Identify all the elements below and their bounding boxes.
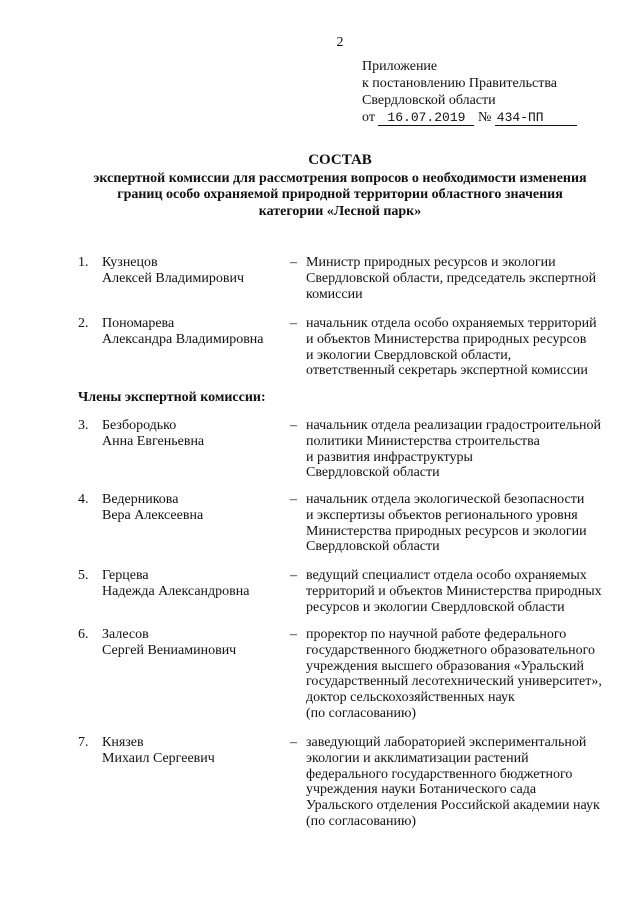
position-line: доктор сельскохозяйственных наук xyxy=(306,690,515,706)
dash: – xyxy=(290,316,297,331)
position-line: экологии и акклиматизации растений xyxy=(306,750,529,766)
surname: Ведерникова xyxy=(102,492,179,507)
position-line: территорий и объектов Министерства природных xyxy=(306,583,602,599)
given-names: Алексей Владимирович xyxy=(102,270,245,286)
member-name xyxy=(102,492,292,524)
position-line: Свердловской области xyxy=(306,539,440,555)
position-line: комиссии xyxy=(306,286,363,302)
decree-date: 16.07.2019 xyxy=(378,111,474,126)
item-number: 1. xyxy=(78,255,89,270)
appendix-line-1: Приложение xyxy=(362,59,438,74)
title-line: границ особо охраняемой природной территории областного значения xyxy=(117,187,563,202)
item-number: 7. xyxy=(78,735,89,750)
surname: Безбородько xyxy=(102,418,177,433)
dash: – xyxy=(290,492,297,507)
position-line: Свердловской области, председатель экспертной xyxy=(306,270,597,286)
member-name xyxy=(102,418,292,450)
surname: Князев xyxy=(102,735,144,750)
item-number: 4. xyxy=(78,492,89,507)
member-position xyxy=(306,255,606,302)
position-line: проректор по научной работе федерального xyxy=(306,627,567,642)
member-name xyxy=(102,255,292,287)
position-line: учреждения высшего образования «Уральский xyxy=(306,658,585,674)
given-names: Надежда Александровна xyxy=(102,583,250,599)
position-line: государственный лесотехнический университет», xyxy=(306,674,602,690)
document-title xyxy=(60,152,620,220)
member-position xyxy=(306,735,606,830)
position-line: Свердловской области xyxy=(306,465,440,481)
title-main: СОСТАВ xyxy=(308,152,372,168)
position-line: Уральского отделения Российской академии наук xyxy=(306,798,600,814)
dash: – xyxy=(290,568,297,583)
position-line: начальник отдела особо охраняемых территорий xyxy=(306,316,597,331)
surname: Герцева xyxy=(102,568,149,583)
position-line: начальник отдела реализации градостроительной xyxy=(306,418,601,433)
member-name xyxy=(102,316,292,348)
item-number: 5. xyxy=(78,568,89,583)
number-label: № xyxy=(477,110,492,125)
position-line: начальник отдела экологической безопасности xyxy=(306,492,585,507)
given-names: Михаил Сергеевич xyxy=(102,750,215,766)
dash: – xyxy=(290,627,297,642)
position-line: ресурсов и экологии Свердловской области xyxy=(306,599,565,615)
title-line: категории «Лесной парк» xyxy=(258,203,422,219)
position-line: и экспертизы объектов регионального уровня xyxy=(306,507,578,523)
position-line: политики Министерства строительства xyxy=(306,433,540,449)
position-line: ведущий специалист отдела особо охраняемых xyxy=(306,568,587,583)
member-position xyxy=(306,316,606,379)
position-line: (по согласованию) xyxy=(306,705,417,721)
appendix-line-2: к постановлению Правительства xyxy=(362,76,558,91)
position-line: заведующий лабораторией экспериментальной xyxy=(306,735,587,750)
from-label: от xyxy=(362,110,375,125)
member-position xyxy=(306,627,606,722)
title-line: экспертной комиссии для рассмотрения вопросов о необходимости изменения xyxy=(93,170,587,186)
dash: – xyxy=(290,255,297,270)
dash: – xyxy=(290,735,297,750)
position-line: (по согласованию) xyxy=(306,813,417,829)
member-position xyxy=(306,418,606,481)
dash: – xyxy=(290,418,297,433)
position-line: и объектов Министерства природных ресурсов xyxy=(306,331,587,347)
appendix-date-line xyxy=(362,109,577,126)
surname: Кузнецов xyxy=(102,255,158,270)
appendix-block xyxy=(362,58,577,126)
members-heading: Члены экспертной комиссии: xyxy=(78,390,266,405)
surname: Залесов xyxy=(102,627,149,642)
given-names: Вера Алексеевна xyxy=(102,507,204,523)
position-line: Министерства природных ресурсов и экологии xyxy=(306,523,587,539)
item-number: 3. xyxy=(78,418,89,433)
position-line: Министр природных ресурсов и экологии xyxy=(306,255,556,270)
position-line: ответственный секретарь экспертной комиссии xyxy=(306,363,588,379)
page-number: 2 xyxy=(336,35,344,50)
position-line: учреждения науки Ботанического сада xyxy=(306,782,537,798)
member-name xyxy=(102,627,292,659)
position-line: и развития инфраструктуры xyxy=(306,449,473,465)
position-line: и экологии Свердловской области, xyxy=(306,347,512,363)
position-line: федерального государственного бюджетного xyxy=(306,766,573,782)
member-name xyxy=(102,735,292,767)
member-name xyxy=(102,568,292,600)
given-names: Сергей Вениаминович xyxy=(102,642,237,658)
item-number: 6. xyxy=(78,627,89,642)
surname: Пономарева xyxy=(102,316,175,331)
given-names: Александра Владимировна xyxy=(102,331,264,347)
member-position xyxy=(306,492,606,555)
appendix-line-3: Свердловской области xyxy=(362,93,496,108)
decree-number: 434-ПП xyxy=(495,111,577,126)
item-number: 2. xyxy=(78,316,89,331)
position-line: государственного бюджетного образовательного xyxy=(306,642,596,658)
given-names: Анна Евгеньевна xyxy=(102,433,205,449)
member-position xyxy=(306,568,606,615)
